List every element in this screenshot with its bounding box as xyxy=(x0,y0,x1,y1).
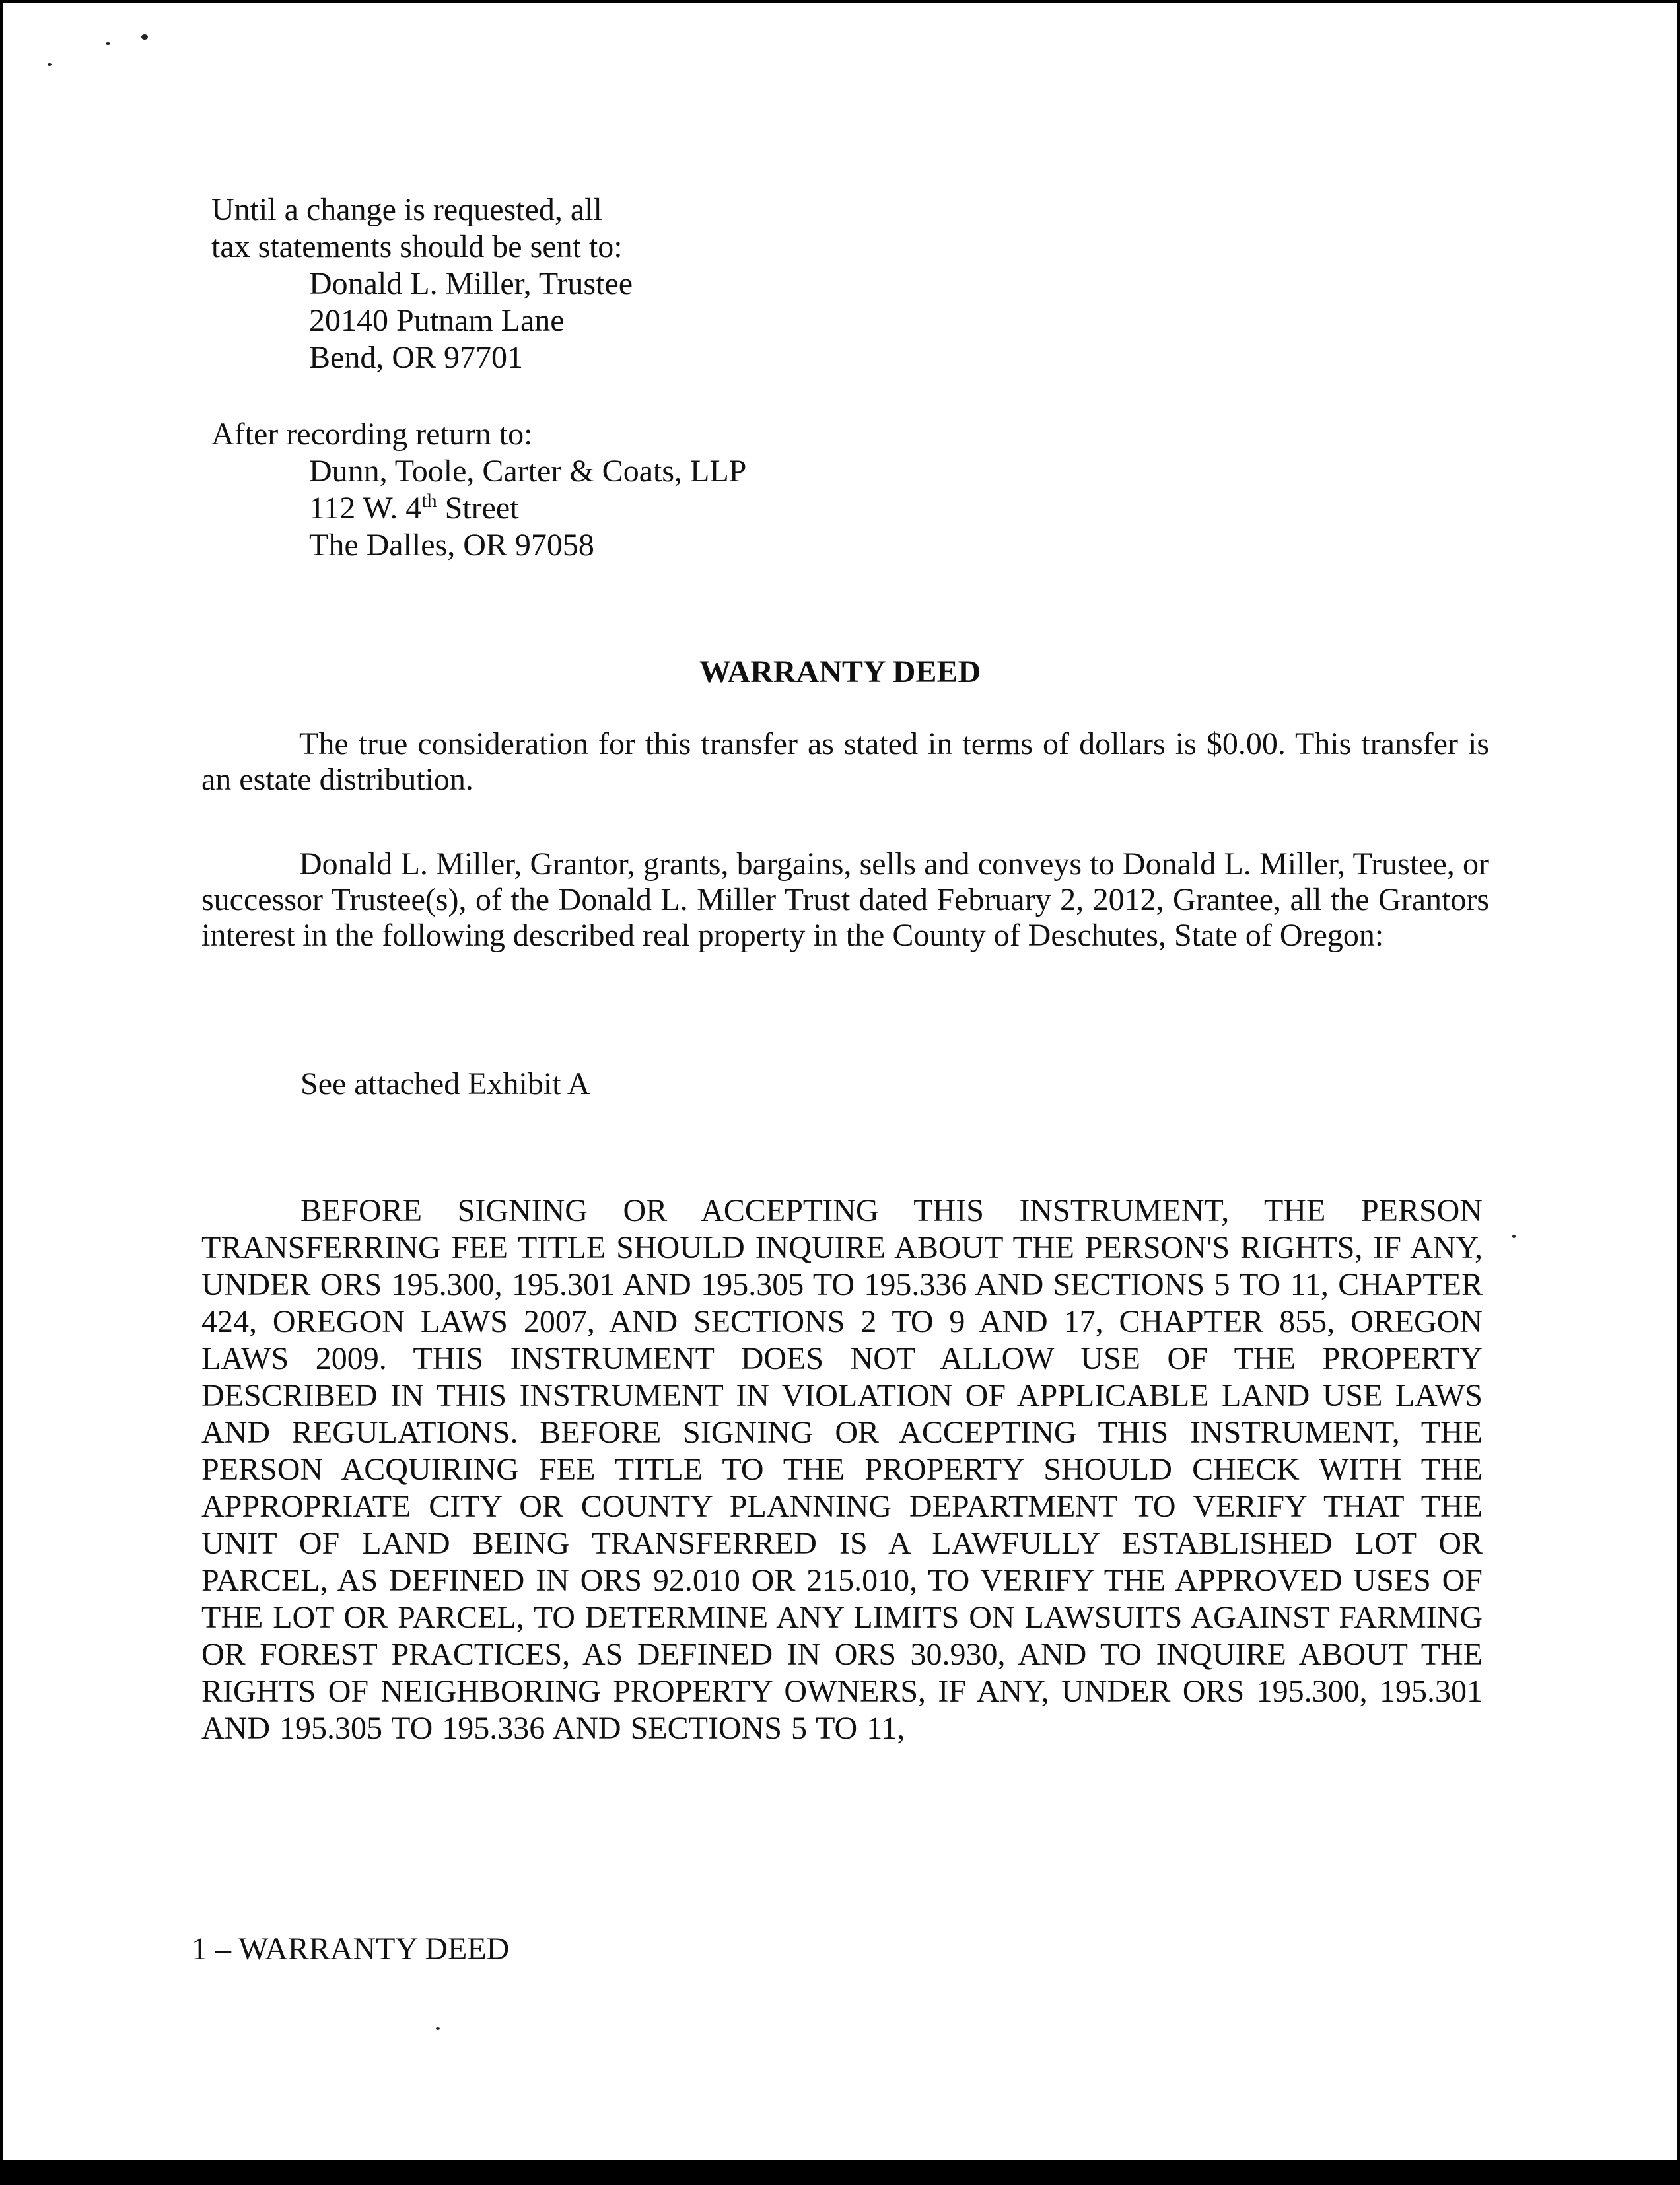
tax-recipient-name: Donald L. Miller, Trustee xyxy=(309,266,633,301)
scan-speck xyxy=(436,2027,440,2030)
tax-statement-intro-1: Until a change is requested, all xyxy=(211,192,602,227)
tax-recipient-street: 20140 Putnam Lane xyxy=(309,303,565,338)
grant-paragraph: Donald L. Miller, Grantor, grants, bargains, sells and conveys to Donald L. Miller, Trustee, or successor Trustee(s), of the Donald L. Miller Trust dated February 2, 2012, Grantee, all the Grantors interest in the following described real property in the County of Deschutes, State of Oregon: xyxy=(201,847,1489,953)
ordinal-suffix: th xyxy=(421,490,437,512)
return-to-street-number: 112 W. 4 xyxy=(309,491,422,526)
return-to-firm: Dunn, Toole, Carter & Coats, LLP xyxy=(309,454,747,489)
exhibit-reference: See attached Exhibit A xyxy=(300,1066,590,1101)
return-to-street xyxy=(211,490,746,527)
consideration-paragraph: The true consideration for this transfer as stated in terms of dollars is $0.00. This transfer is an estate distribution. xyxy=(201,726,1489,797)
scan-speck xyxy=(141,34,148,40)
scan-bottom-edge xyxy=(0,2160,1680,2185)
document-title: WARRANTY DEED xyxy=(699,654,981,689)
scan-speck xyxy=(1512,1235,1516,1238)
tax-recipient-city: Bend, OR 97701 xyxy=(309,340,523,375)
tax-statement-address-block xyxy=(211,191,633,376)
statutory-disclaimer: BEFORE SIGNING OR ACCEPTING THIS INSTRUMENT, THE PERSON TRANSFERRING FEE TITLE SHOULD INQUIRE ABOUT THE PERSON'S RIGHTS, IF ANY, UNDER ORS 195.300, 195.301 AND 195.305 TO 195.336 AND SECTIONS 5 TO 11, CHAPTER 424, OREGON LAWS 2007, AND SECTIONS 2 TO 9 AND 17, CHAPTER 855, OREGON LAWS 2009. THIS INSTRUMENT DOES NOT ALLOW USE OF THE PROPERTY DESCRIBED IN THIS INSTRUMENT IN VIOLATION OF APPLICABLE LAND USE LAWS AND REGULATIONS. BEFORE SIGNING OR ACCEPTING THIS INSTRUMENT, THE PERSON ACQUIRING FEE TITLE TO THE PROPERTY SHOULD CHECK WITH THE APPROPRIATE CITY OR COUNTY PLANNING DEPARTMENT TO VERIFY THAT THE UNIT OF LAND BEING TRANSFERRED IS A LAWFULLY ESTABLISHED LOT OR PARCEL, AS DEFINED IN ORS 92.010 OR 215.010, TO VERIFY THE APPROVED USES OF THE LOT OR PARCEL, TO DETERMINE ANY LIMITS ON LAWSUITS AGAINST FARMING OR FOREST PRACTICES, AS DEFINED IN ORS 30.930, AND TO INQUIRE ABOUT THE RIGHTS OF NEIGHBORING PROPERTY OWNERS, IF ANY, UNDER ORS 195.300, 195.301 AND 195.305 TO 195.336 AND SECTIONS 5 TO 11, xyxy=(201,1193,1483,1746)
page-footer: 1 – WARRANTY DEED xyxy=(192,1931,510,1966)
return-to-street-name: Street xyxy=(437,491,519,526)
return-to-intro: After recording return to: xyxy=(211,417,533,452)
return-to-address-block xyxy=(211,416,746,564)
return-to-city: The Dalles, OR 97058 xyxy=(309,528,594,563)
tax-statement-intro-2: tax statements should be sent to: xyxy=(211,229,623,264)
scan-speck xyxy=(48,63,52,66)
scan-speck xyxy=(106,42,110,45)
